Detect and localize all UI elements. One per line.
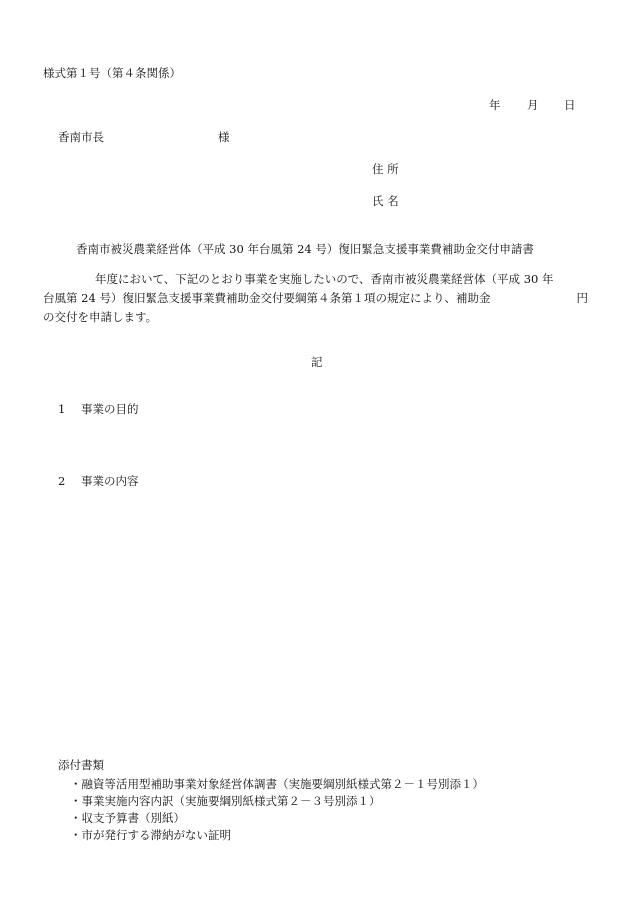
body-line-1: 年度において、下記のとおり事業を実施したいので、香南市被災農業経営体（平成 30 年 xyxy=(95,272,554,286)
yen-label: 円 xyxy=(576,291,588,305)
ki-heading: 記 xyxy=(311,355,323,369)
body-line-2: 台風第 24 号）復旧緊急支援事業費補助金交付要綱第４条第１項の規定により、補助金 xyxy=(43,291,491,305)
attachment-item: ・市が発行する滞納がない証明 xyxy=(70,828,231,842)
attachment-item: ・融資等活用型補助事業対象経営体調書（実施要綱別紙様式第２－１号別添１） xyxy=(70,777,484,791)
attachment-item: ・事業実施内容内訳（実施要綱別紙様式第２－３号別添１） xyxy=(70,794,381,808)
body-line-2-wrap xyxy=(43,289,588,308)
attachment-item: ・収支予算書（別紙） xyxy=(70,811,185,825)
attachments-list xyxy=(70,776,484,844)
applicant-address-label: 住 所 xyxy=(372,162,399,176)
section-number: 1 xyxy=(58,402,66,416)
date-month-label: 月 xyxy=(527,98,539,112)
body-line-3: の交付を申請します。 xyxy=(43,310,158,324)
section-label: 事業の目的 xyxy=(81,402,139,416)
applicant-name-label: 氏 名 xyxy=(372,194,399,208)
date-year-label: 年 xyxy=(489,98,501,112)
addressee-name: 香南市長 xyxy=(58,130,104,144)
date-day-label: 日 xyxy=(564,98,576,112)
section-number: 2 xyxy=(58,474,66,488)
document-title: 香南市被災農業経営体（平成 30 年台風第 24 号）復旧緊急支援事業費補助金交付申請書 xyxy=(76,242,534,256)
form-number: 様式第１号（第４条関係） xyxy=(43,66,181,80)
section-label: 事業の内容 xyxy=(81,474,139,488)
body-paragraph xyxy=(43,270,588,327)
attachments-heading: 添付書類 xyxy=(58,758,104,772)
addressee-honorific: 様 xyxy=(218,130,230,144)
